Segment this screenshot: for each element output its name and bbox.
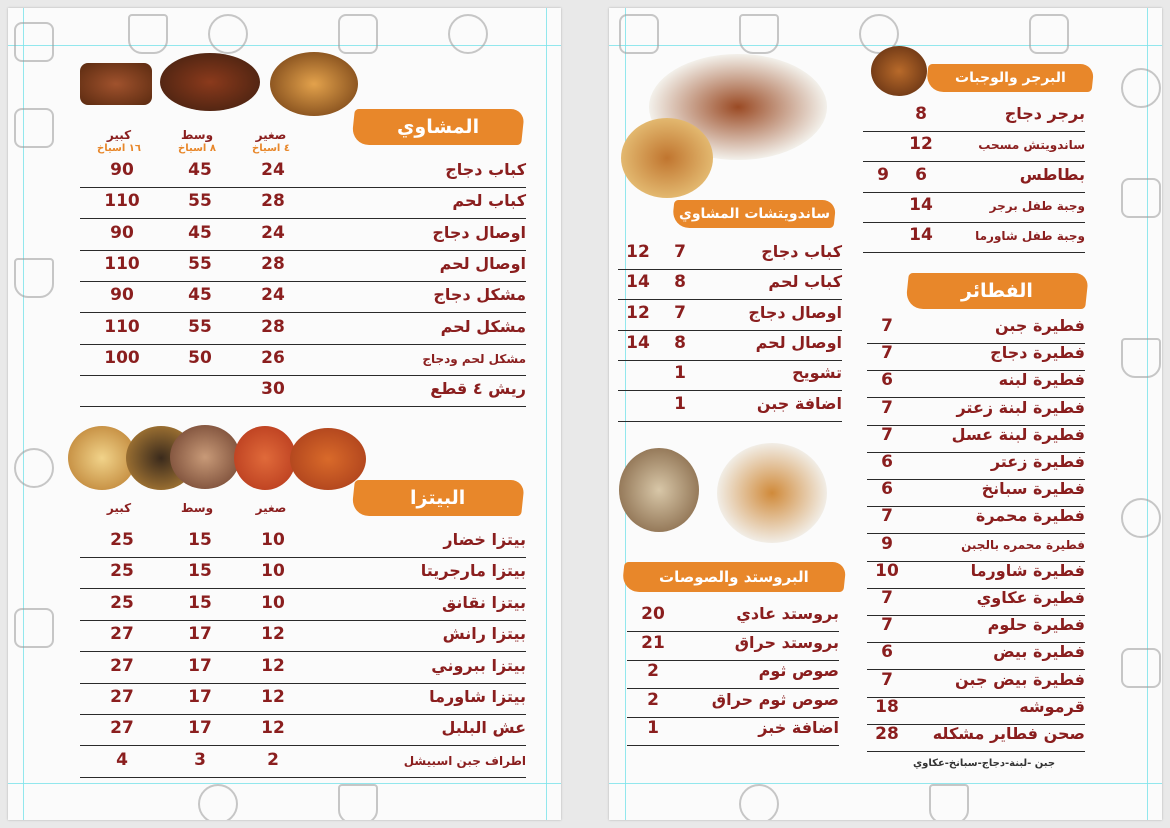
- price-double: 12: [626, 242, 650, 262]
- sandwich-photo: [621, 118, 713, 198]
- price-double: 14: [626, 332, 650, 353]
- item-name: مشكل لحم ودجاج: [422, 351, 526, 366]
- grill-item-row: [80, 219, 526, 251]
- grill-platter-photo: [270, 52, 358, 116]
- burger-doodle-icon: [208, 14, 248, 54]
- price-large: 25: [110, 530, 134, 550]
- price: 1: [647, 718, 659, 738]
- menu-page-left: [8, 8, 561, 820]
- price-single: 7: [674, 242, 686, 262]
- price-medium: 45: [188, 285, 212, 306]
- price-medium: 3: [194, 749, 206, 770]
- price: 7: [881, 506, 893, 527]
- burgers-banner: البرجر والوجبات: [926, 64, 1095, 92]
- item-name: اوصال لحم: [439, 253, 526, 273]
- price-medium: 17: [188, 718, 212, 739]
- price-single: 7: [674, 302, 686, 323]
- grill-item-row: [80, 375, 526, 407]
- price-small: 24: [261, 285, 285, 306]
- price: 18: [875, 696, 899, 717]
- price-large: 25: [110, 592, 134, 613]
- drink-doodle-icon: [1029, 14, 1069, 54]
- grill-item-row: [80, 281, 526, 313]
- item-name: ساندويتش مسحب: [978, 138, 1085, 153]
- fries-doodle-icon: [128, 14, 168, 54]
- col-header-medium: وسط ٨ اسياخ: [178, 128, 216, 154]
- item-name: فطيرة محمره بالجبن: [961, 537, 1085, 552]
- drink-doodle-icon: [1121, 178, 1161, 218]
- item-name: بيتزا خضار: [443, 530, 526, 549]
- item-name: عش البلبل: [441, 718, 526, 738]
- price-large: 27: [110, 718, 134, 739]
- price: 6: [881, 452, 893, 472]
- pizza-banner: البيتزا: [351, 480, 525, 516]
- burger-item-row: [863, 221, 1085, 253]
- price-small: 10: [261, 530, 285, 550]
- price: 6: [881, 642, 893, 663]
- col-header-large: كبير: [106, 501, 132, 515]
- price: 6: [881, 479, 893, 500]
- guide-line: [1147, 8, 1148, 820]
- pizza-photo: [234, 426, 296, 490]
- price: 20: [641, 604, 665, 624]
- item-name: بيتزا رانش: [442, 624, 526, 644]
- price: 6: [915, 164, 927, 185]
- item-name: بيتزا نقانق: [441, 592, 526, 612]
- item-name: بروستد حراق: [734, 632, 839, 652]
- price-single: 8: [674, 272, 686, 293]
- price-small: 10: [261, 561, 285, 582]
- item-name: مشكل دجاج: [433, 285, 526, 305]
- price-small: 28: [261, 253, 285, 274]
- item-name: فطيرة سبانخ: [981, 479, 1085, 499]
- price-large: 27: [110, 655, 134, 676]
- price-small: 12: [261, 624, 285, 645]
- broasted-chicken-photo: [717, 443, 827, 543]
- broasted-item-row: [627, 657, 839, 689]
- item-name: بيتزا شاورما: [429, 687, 526, 706]
- item-name: قرموشه: [1019, 696, 1085, 716]
- burger-doodle-icon: [448, 14, 488, 54]
- price-large: 27: [110, 687, 134, 707]
- item-name: اوصال دجاج: [748, 302, 842, 322]
- price-large: 25: [110, 561, 134, 582]
- pizza-item-row: [80, 746, 526, 778]
- price-double: 12: [626, 302, 650, 323]
- item-name: كباب لحم: [452, 191, 526, 211]
- item-name: ريش ٤ قطع: [430, 379, 526, 399]
- item-name: اوصال دجاج: [432, 222, 526, 242]
- item-name: تشويح: [792, 363, 842, 383]
- price-large: 100: [104, 347, 140, 368]
- broasted-item-row: [627, 714, 839, 746]
- price: 8: [915, 104, 927, 124]
- pizza-item-row: [80, 620, 526, 652]
- price-medium: 15: [188, 592, 212, 613]
- price: 7: [881, 615, 893, 636]
- price-medium: 17: [188, 687, 212, 707]
- price-large: 90: [110, 160, 134, 180]
- item-name: فطيرة بيض جبن: [955, 669, 1085, 689]
- burger-item-row: [863, 191, 1085, 223]
- price: 7: [881, 397, 893, 418]
- broasted-item-row: [627, 629, 839, 661]
- price: 6: [881, 370, 893, 391]
- item-name: بروستد عادي: [736, 604, 839, 623]
- price-small: 26: [261, 347, 285, 368]
- item-name: اوصال لحم: [755, 332, 842, 352]
- price-small: 12: [261, 687, 285, 707]
- sauces-photo: [619, 448, 699, 532]
- item-name: فطيرة محمرة: [975, 506, 1085, 526]
- broasted-item-row: [627, 600, 839, 632]
- price-medium: 55: [188, 253, 212, 274]
- fries-doodle-icon: [929, 784, 969, 820]
- item-name: فطيرة لبنة عسل: [951, 424, 1085, 444]
- price-single: 1: [674, 393, 686, 414]
- price-small: 24: [261, 160, 285, 180]
- price-medium: 17: [188, 624, 212, 645]
- item-name: صوص ثوم حراق: [711, 689, 839, 709]
- item-name: فطيرة جبن: [994, 316, 1085, 335]
- sandwich-item-row: [618, 299, 842, 331]
- item-name: فطيرة شاورما: [970, 560, 1085, 580]
- burger-item-row: [863, 161, 1085, 193]
- item-name: وجبة طفل شاورما: [975, 229, 1085, 244]
- price-large: 27: [110, 624, 134, 645]
- drink-doodle-icon: [14, 108, 54, 148]
- price: 14: [909, 194, 933, 215]
- item-name: صوص ثوم: [758, 661, 839, 680]
- price-medium: 15: [188, 561, 212, 582]
- burger-doodle-icon: [1121, 68, 1161, 108]
- kebab-skewers-photo: [80, 63, 152, 105]
- col-header-large: كبير ١٦ اسياخ: [96, 128, 141, 154]
- grill-item-row: [80, 344, 526, 376]
- burger-doodle-icon: [198, 784, 238, 820]
- burger-item-row: [863, 130, 1085, 162]
- burger-item-row: [863, 100, 1085, 132]
- item-name: فطيرة بيض: [993, 642, 1085, 662]
- pie-item-row: [867, 720, 1085, 752]
- drink-doodle-icon: [14, 22, 54, 62]
- item-name: فطيرة لبنه: [998, 370, 1085, 390]
- price-large: 110: [104, 253, 140, 274]
- broasted-banner: البروستد والصوصات: [621, 562, 846, 592]
- burger-doodle-icon: [739, 784, 779, 820]
- pies-banner: الفطائر: [905, 273, 1089, 309]
- item-name: وجبة طفل برجر: [989, 198, 1085, 213]
- item-name: مشكل لحم: [440, 316, 526, 336]
- grill-item-row: [80, 313, 526, 345]
- item-name: كباب دجاج: [445, 160, 526, 179]
- price-large: 110: [104, 316, 140, 337]
- fries-doodle-icon: [338, 14, 378, 54]
- burger-doodle-icon: [14, 448, 54, 488]
- price: 2: [647, 689, 659, 710]
- pizza-item-row: [80, 589, 526, 621]
- price-small: 30: [261, 379, 285, 400]
- pizza-item-row: [80, 683, 526, 715]
- guide-line: [8, 783, 561, 784]
- item-name: صحن فطاير مشكله: [932, 724, 1085, 743]
- grilled-meat-photo: [160, 53, 260, 111]
- price-small: 2: [267, 749, 279, 770]
- price-single: 8: [674, 332, 686, 353]
- menu-page-right: [609, 8, 1162, 820]
- drink-doodle-icon: [14, 608, 54, 648]
- item-name: كباب لحم: [768, 272, 842, 292]
- pizza-item-row: [80, 526, 526, 558]
- sandwich-item-row: [618, 329, 842, 361]
- item-name: فطيرة زعتر: [990, 452, 1085, 471]
- item-name: فطيرة لبنة زعتر: [956, 397, 1085, 417]
- price-large: 4: [116, 749, 128, 770]
- item-name: فطيرة حلوم: [987, 615, 1085, 635]
- grill-item-row: [80, 156, 526, 188]
- item-name: اطراف جبن اسبيشل: [403, 753, 526, 768]
- price: 7: [881, 588, 893, 608]
- price-medium: 45: [188, 222, 212, 243]
- price: 21: [641, 632, 665, 653]
- price-large: 90: [110, 285, 134, 306]
- pizza-item-row: [80, 557, 526, 589]
- item-name: كباب دجاج: [761, 242, 842, 261]
- price: 7: [881, 316, 893, 336]
- item-name: اضافة جبن: [756, 393, 842, 413]
- grill-item-row: [80, 187, 526, 219]
- price-large: 90: [110, 222, 134, 243]
- pizza-item-row: [80, 652, 526, 684]
- price-single: 1: [674, 363, 686, 384]
- burger-photo: [871, 46, 927, 96]
- price-small: 28: [261, 191, 285, 212]
- price: 7: [881, 343, 893, 364]
- sandwich-item-row: [618, 390, 842, 422]
- grill-sandwiches-banner: ساندويتشات المشاوي: [672, 200, 837, 228]
- price-medium: 45: [188, 160, 212, 180]
- pizza-item-row: [80, 714, 526, 746]
- item-name: بيتزا مارجريتا: [420, 561, 526, 581]
- item-name: برجر دجاج: [1004, 104, 1085, 123]
- pizza-photo: [170, 425, 240, 489]
- price-small: 12: [261, 718, 285, 739]
- price-medium: 15: [188, 530, 212, 550]
- price: 7: [881, 669, 893, 690]
- sandwich-item-row: [618, 238, 842, 270]
- price: 9: [881, 533, 893, 554]
- col-header-medium: وسط: [180, 501, 214, 515]
- price: 2: [647, 661, 659, 681]
- col-header-small: صغير: [255, 501, 287, 515]
- fries-doodle-icon: [14, 258, 54, 298]
- item-name: اضافة خبز: [758, 718, 839, 737]
- price-medium: 55: [188, 191, 212, 212]
- guide-line: [609, 783, 1162, 784]
- drink-doodle-icon: [1121, 648, 1161, 688]
- grills-banner: المشاوي: [351, 109, 525, 145]
- fries-doodle-icon: [338, 784, 378, 820]
- item-name: فطيرة عكاوي: [976, 588, 1085, 607]
- price: 7: [881, 424, 893, 445]
- price-medium: 55: [188, 316, 212, 337]
- price-large: 110: [104, 191, 140, 212]
- grill-item-row: [80, 250, 526, 282]
- sandwich-item-row: [618, 359, 842, 391]
- item-name: فطيرة دجاج: [990, 343, 1085, 363]
- price-double: 14: [626, 272, 650, 293]
- item-name: بطاطس: [1019, 164, 1085, 184]
- price: 14: [909, 225, 933, 246]
- guide-line: [546, 8, 547, 820]
- sandwich-item-row: [618, 268, 842, 300]
- price-small: 28: [261, 316, 285, 337]
- price-medium: 50: [188, 347, 212, 368]
- col-header-small: صغير ٤ اسياخ: [252, 128, 290, 154]
- price: 10: [875, 560, 899, 581]
- item-name: بيتزا ببروني: [431, 655, 526, 675]
- price-large: 9: [877, 164, 889, 185]
- fries-doodle-icon: [1121, 338, 1161, 378]
- broasted-item-row: [627, 686, 839, 718]
- price-medium: 17: [188, 655, 212, 676]
- price: 28: [875, 724, 899, 744]
- price-small: 24: [261, 222, 285, 243]
- pizza-doodle-icon: [619, 14, 659, 54]
- price: 12: [909, 134, 933, 155]
- mixed-pies-note: جبن -لبنة-دجاج-سبانخ-عكاوي: [913, 758, 1056, 769]
- price-small: 10: [261, 592, 285, 613]
- price-small: 12: [261, 655, 285, 676]
- fries-doodle-icon: [739, 14, 779, 54]
- burger-doodle-icon: [1121, 498, 1161, 538]
